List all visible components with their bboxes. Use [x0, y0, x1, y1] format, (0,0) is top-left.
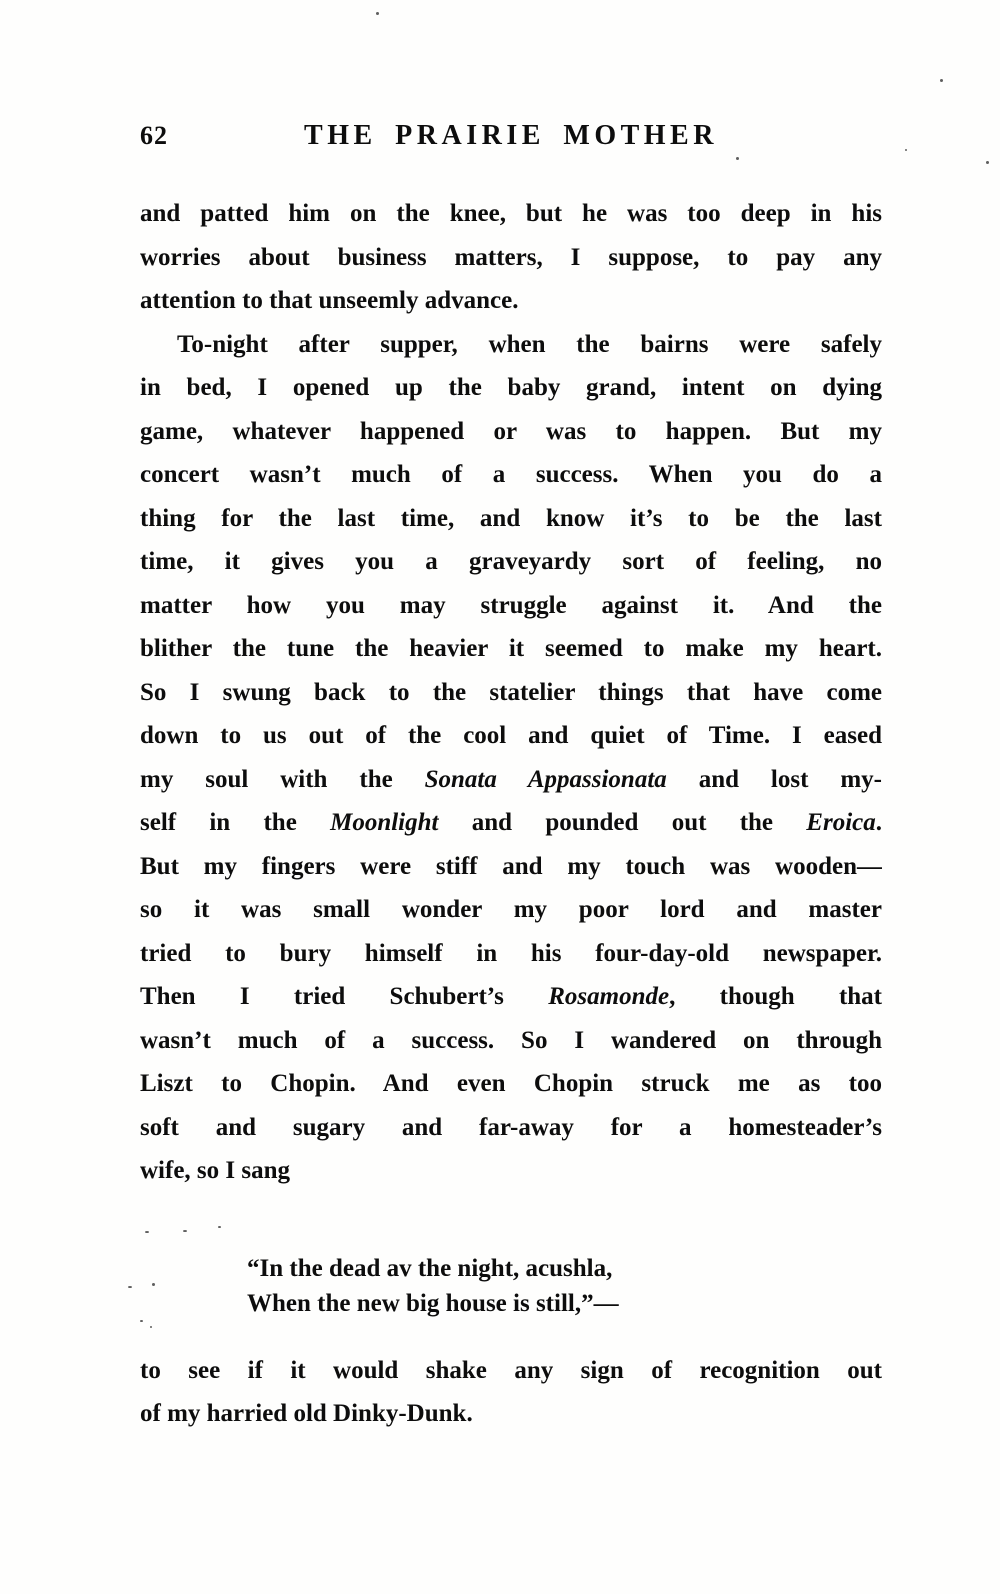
running-header	[140, 120, 882, 154]
scan-speck	[986, 161, 989, 164]
scan-speck	[183, 1230, 187, 1232]
verse	[247, 1251, 882, 1321]
text-line: soft and sugary and far-away for a homesteader’s	[140, 1113, 882, 1141]
text-line: thing for the last time, and know it’s to be the last	[140, 504, 882, 532]
text-line: of my harried old Dinky-Dunk.	[140, 1400, 473, 1427]
text-line: and patted him on the knee, but he was too deep in his	[140, 200, 882, 227]
scan-speck	[736, 157, 739, 160]
text-line: blither the tune the heavier it seemed to make my heart.	[140, 635, 882, 662]
scan-speck	[150, 1326, 152, 1328]
text-line: wasn’t much of a success. So I wandered on through	[140, 1026, 882, 1054]
text-line: attention to that unseemly advance.	[140, 287, 519, 314]
text-line: time, it gives you a graveyardy sort of feeling, no	[140, 548, 882, 575]
scan-speck	[376, 12, 379, 15]
scan-speck	[905, 149, 907, 151]
text-line: my soul with the Sonata Appassionata and lost my-	[140, 765, 882, 793]
text-line: So I swung back to the statelier things that have come	[140, 678, 882, 706]
paragraph	[140, 323, 882, 1193]
page-title: THE PRAIRIE MOTHER	[304, 120, 718, 151]
scan-speck	[140, 1320, 143, 1322]
text-line: concert wasn’t much of a success. When you do a	[140, 461, 882, 488]
text-line: self in the Moonlight and pounded out the Eroica.	[140, 809, 882, 836]
text-line: Then I tried Schubert’s Rosamonde, though that	[140, 983, 882, 1010]
text-line: so it was small wonder my poor lord and master	[140, 896, 882, 923]
text-line: Liszt to Chopin. And even Chopin struck me as too	[140, 1070, 882, 1097]
paragraph	[140, 192, 882, 323]
scan-speck	[152, 1283, 155, 1286]
text-line: wife, so I sang	[140, 1157, 291, 1184]
text-line: tried to bury himself in his four-day-old newspaper.	[140, 939, 882, 967]
text-line: But my fingers were stiff and my touch was wooden—	[140, 852, 882, 880]
text-line: “In the dead av the night, acushla,	[247, 1254, 613, 1282]
text-line: in bed, I opened up the baby grand, intent on dying	[140, 374, 882, 401]
text-line: to see if it would shake any sign of recognition out	[140, 1356, 882, 1384]
text-line: game, whatever happened or was to happen. But my	[140, 417, 882, 445]
page-number: 62	[140, 121, 168, 150]
text-line: down to us out of the cool and quiet of Time. I eased	[140, 722, 882, 749]
text-line: When the new big house is still,”—	[247, 1289, 619, 1317]
text-line: To-night after supper, when the bairns were safely	[177, 330, 882, 358]
scan-speck	[940, 79, 943, 82]
paragraph	[140, 1349, 882, 1436]
text-line: worries about business matters, I suppose, to pay any	[140, 243, 882, 271]
scan-speck	[145, 1231, 149, 1233]
text-line: matter how you may struggle against it. And the	[140, 591, 882, 619]
scan-speck	[218, 1226, 221, 1228]
page-body	[140, 192, 882, 1436]
scan-speck	[128, 1286, 132, 1288]
